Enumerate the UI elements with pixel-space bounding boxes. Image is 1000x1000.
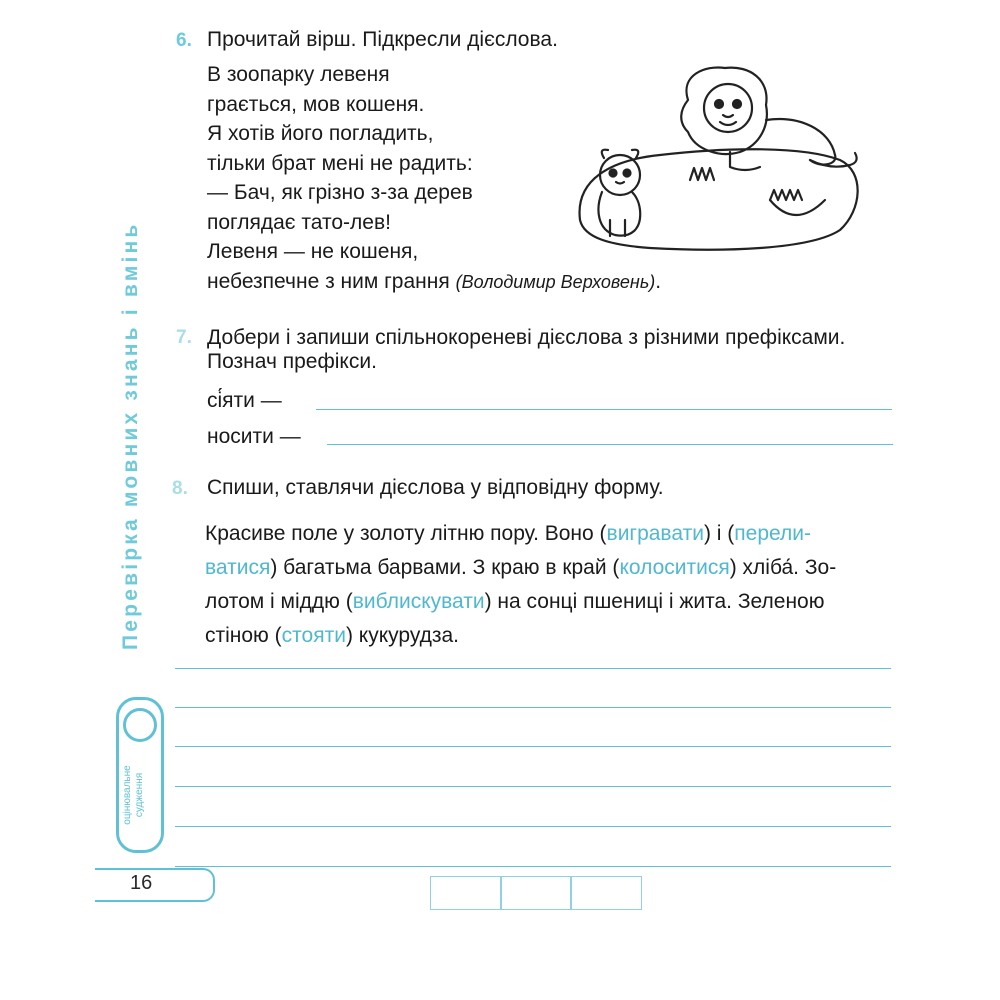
badge-label-line1: оцінювальне (122, 765, 133, 825)
poem-line: грається, мов кошеня. (207, 92, 425, 116)
task8-number: 8. (172, 478, 188, 499)
poem-author: (Володимир Верховень) (455, 271, 656, 292)
poem-line: — Бач, як грізно з-за дерев (207, 181, 473, 204)
task7-instruction-line2: Познач префікси. (207, 350, 377, 373)
poem-line: небезпечне з ним грання (207, 269, 450, 293)
text-fragment: ) багатьма барвами. З краю в край ( (270, 556, 620, 579)
writing-line[interactable] (175, 786, 891, 787)
cub-body (598, 192, 640, 236)
answer-line-item2[interactable] (327, 444, 893, 445)
writing-line[interactable] (175, 866, 891, 867)
text-fragment: ) на сонці пшениці і жита. Зеленою (484, 590, 825, 613)
task8-text (205, 517, 905, 653)
verb-perelyvatysia-part2: ватися (205, 556, 271, 579)
badge-label (122, 750, 146, 840)
text-fragment: ) хліба́. Зо- (729, 556, 837, 579)
poem-line-last (207, 267, 661, 298)
score-box[interactable] (430, 876, 502, 910)
poem-line: поглядає тато-лев! (207, 210, 391, 234)
task8-instruction: Спиши, ставлячи дієслова у відповідну форму. (207, 476, 664, 499)
task7-number: 7. (176, 327, 192, 348)
lion-and-cub-illustration (570, 60, 870, 260)
sidebar-title: Перевірка мовних знань і вмінь (119, 221, 142, 650)
badge-label-line2: судження (134, 772, 145, 818)
verb-stoiaty: стояти (281, 624, 346, 647)
text-fragment: Красиве поле у золоту літню пору. Воно ( (205, 522, 607, 545)
writing-line[interactable] (175, 826, 891, 827)
page-number: 16 (130, 872, 153, 894)
writing-line[interactable] (175, 668, 891, 669)
score-box[interactable] (500, 876, 572, 910)
task8-line4 (205, 619, 905, 653)
verb-vyblyskuvaty: виблискувати (352, 590, 485, 613)
poem-line: Левеня — не кошеня, (207, 240, 419, 263)
cub-head (600, 155, 640, 195)
verb-kolosytysia: колоситися (619, 556, 730, 579)
task7-item2-label: носити — (207, 425, 301, 448)
task8-line3 (205, 585, 905, 619)
badge-circle-icon (123, 708, 157, 742)
task8-line1 (205, 517, 905, 551)
page-number-tab (95, 868, 215, 902)
task7-instruction-line1: Добери і запиши спільнокореневі дієслова з різними префіксами. (207, 326, 846, 349)
text-fragment: ) кукурудза. (345, 624, 460, 647)
score-box[interactable] (570, 876, 642, 910)
poem-line: тільки брат мені не радить: (207, 151, 473, 175)
task6-instruction: Прочитай вірш. Підкресли дієслова. (207, 28, 558, 51)
writing-line[interactable] (175, 746, 891, 747)
task7-item1-label: сі́яти — (207, 389, 282, 412)
task7-instruction (207, 326, 907, 374)
lion-mane (681, 67, 767, 153)
answer-line-item1[interactable] (316, 409, 892, 410)
writing-line[interactable] (175, 707, 891, 708)
poem-line: Я хотів його погладить, (207, 122, 434, 145)
verb-perelyvatysia-part1: перели- (734, 522, 811, 545)
verb-vygravaty: вигравати (606, 522, 704, 545)
task6-number: 6. (176, 30, 192, 51)
task8-line2 (205, 551, 905, 585)
text-fragment: стіною ( (205, 624, 282, 647)
poem-period: . (655, 269, 662, 293)
text-fragment: ) і ( (703, 522, 735, 545)
lion-body (766, 119, 835, 165)
poem-line: В зоопарку левеня (207, 63, 390, 86)
text-fragment: лотом і міддю ( (205, 590, 353, 613)
